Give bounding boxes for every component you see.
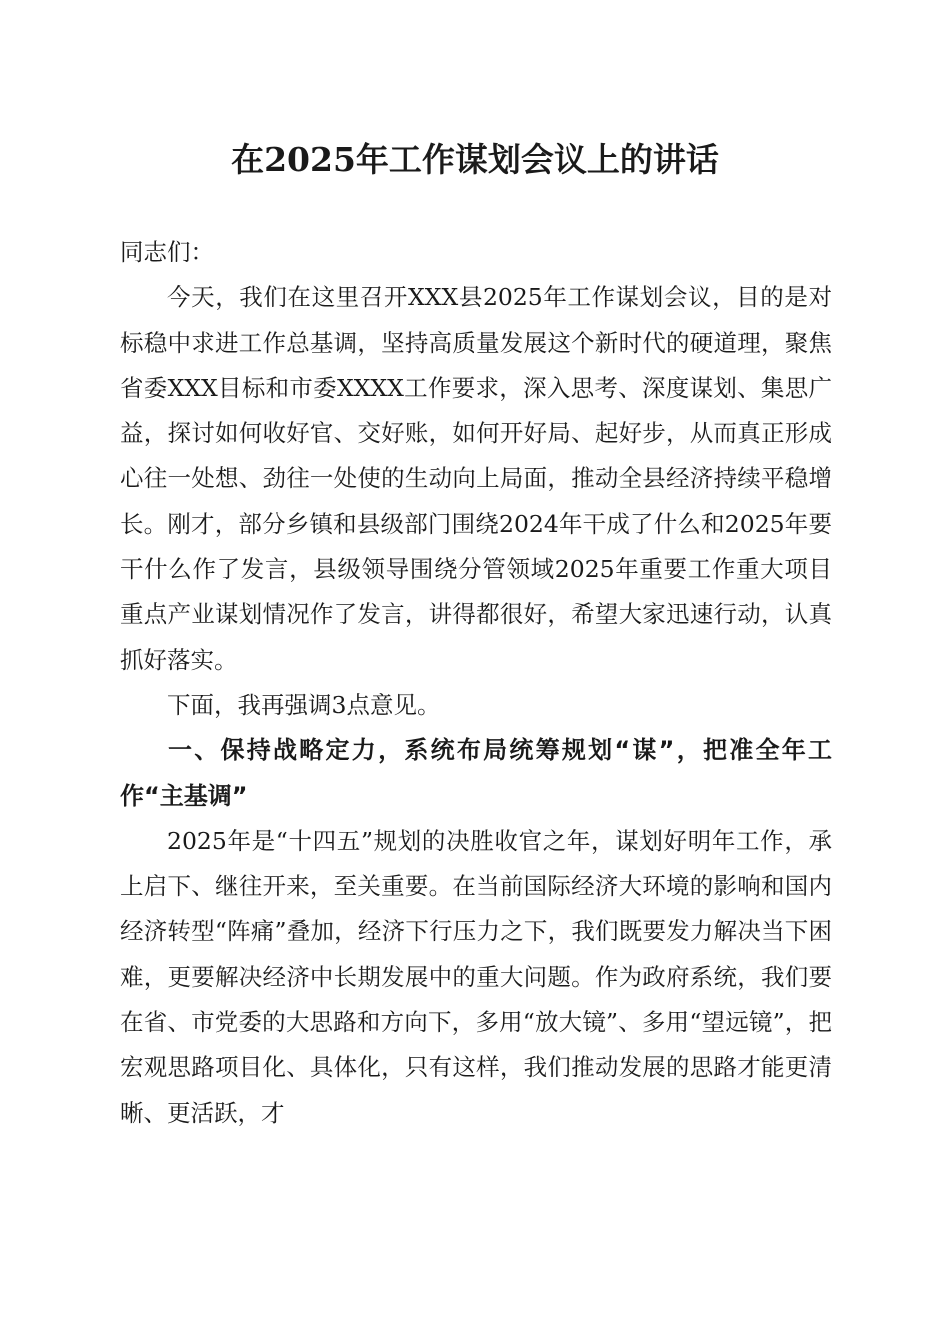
document-title: 在2025年工作谋划会议上的讲话 <box>231 140 719 179</box>
paragraph-intro: 今天，我们在这里召开XXX县2025年工作谋划会议，目的是对标稳中求进工作总基调，坚持高质量发展这个新时代的硬道理，聚焦省委XXX目标和市委XXXX工作要求，深入思考、深度谋划、集思广益，探讨如何收好官、交好账，如何开好局、起好步，从而真正形成心往一处想、劲往一处使的生动向上局面，推动全县经济持续平稳增长。刚才，部分乡镇和县级部门围绕2024年干成了什么和2025年要干什么作了发言，县级领导围绕分管领域2025年重要工作重大项目重点产业谋划情况作了发言，讲得都很好，希望大家迅速行动，认真抓好落实。 <box>120 283 832 674</box>
document-body <box>120 230 832 1136</box>
salutation: 同志们： <box>120 238 214 266</box>
paragraph-section-1: 2025年是“十四五”规划的决胜收官之年，谋划好明年工作，承上启下、继往开来，至关重要。在当前国际经济大环境的影响和国内经济转型“阵痛”叠加，经济下行压力之下，我们既要发力解决当下困难，更要解决经济中长期发展中的重大问题。作为政府系统，我们要在省、市党委的大思路和方向下，多用“放大镜”、多用“望远镜”，把宏观思路项目化、具体化，只有这样，我们推动发展的思路才能更清晰、更活跃，才 <box>120 826 832 1127</box>
section-heading-1: 一、保持战略定力，系统布局统筹规划“谋”，把准全年工作“主基调” <box>120 736 832 810</box>
paragraph-transition: 下面，我再强调3点意见。 <box>167 690 441 719</box>
